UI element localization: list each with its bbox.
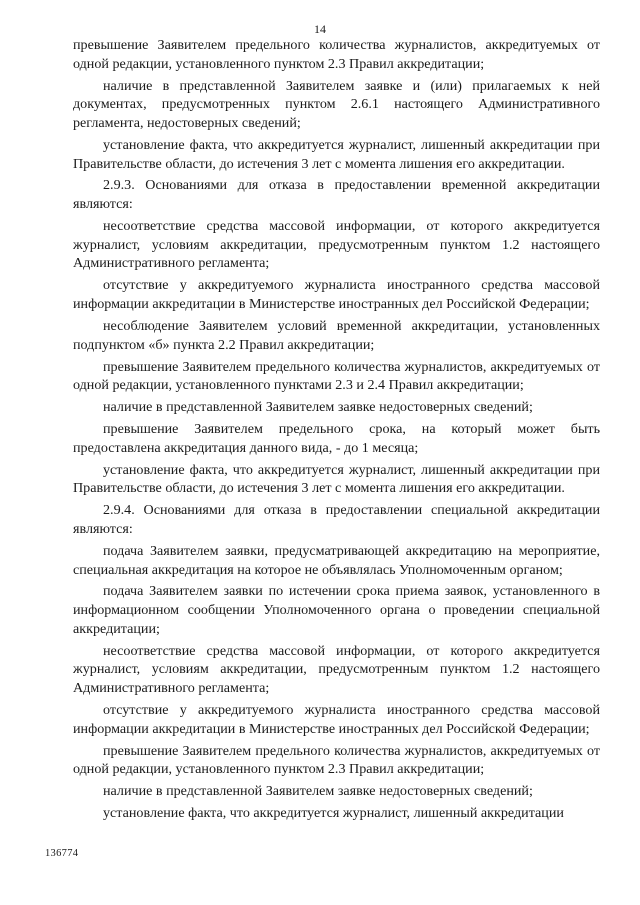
paragraph: подача Заявителем заявки, предусматривающей аккредитацию на мероприятие, специальная аккредитация на которое не объявлялась Уполномоченным органом; xyxy=(73,542,600,578)
paragraph: установление факта, что аккредитуется журналист, лишенный аккредитации при Правительстве области, до истечения 3 лет с момента лишения его аккредитации. xyxy=(73,461,600,497)
document-code: 136774 xyxy=(45,848,79,859)
paragraph: наличие в представленной Заявителем заявке недостоверных сведений; xyxy=(103,783,533,800)
paragraph: превышение Заявителем предельного количества журналистов, аккредитуемых от одной редакции, установленного пунктом 2.3 Правил аккредитации; xyxy=(73,37,600,72)
paragraph: отсутствие у аккредитуемого журналиста иностранного средства массовой информации аккредитации в Министерстве иностранных дел Российской Федерации; xyxy=(73,277,600,313)
paragraph: отсутствие у аккредитуемого журналиста иностранного средства массовой информации аккредитации в Министерстве иностранных дел Российской Федерации; xyxy=(73,702,600,737)
paragraph: несоблюдение Заявителем условий временной аккредитации, установленных подпунктом «б» пункта 2.2 Правил аккредитации; xyxy=(73,317,600,353)
paragraph: наличие в представленной Заявителем заявке и (или) прилагаемых к ней документах, предусмотренных пунктом 2.6.1 настоящего Административного регламента, недостоверных сведений; xyxy=(73,77,600,131)
paragraph: подача Заявителем заявки по истечении срока приема заявок, установленного в информационном сообщении Уполномоченного органа о проведении специальной аккредитации; xyxy=(73,583,600,637)
paragraph: превышение Заявителем предельного срока, на который может быть предоставлена аккредитация данного вида, - до 1 месяца; xyxy=(73,421,600,456)
paragraph: превышение Заявителем предельного количества журналистов, аккредитуемых от одной редакции, установленного пунктами 2.3 и 2.4 Правил аккредитации; xyxy=(73,358,600,394)
section-heading-2-9-4: 2.9.4. Основаниями для отказа в предоставлении специальной аккредитации являются: xyxy=(73,502,600,537)
paragraph: несоответствие средства массовой информации, от которого аккредитуется журналист, условиям аккредитации, предусмотренным пунктом 1.2 настоящего Административного регламента; xyxy=(73,218,600,272)
paragraph: установление факта, что аккредитуется журналист, лишенный аккредитации при Правительстве области, до истечения 3 лет с момента лишения его аккредитации. xyxy=(73,136,600,172)
paragraph: установление факта, что аккредитуется журналист, лишенный аккредитации xyxy=(103,805,564,822)
section-heading-2-9-3: 2.9.3. Основаниями для отказа в предоставлении временной аккредитации являются: xyxy=(73,177,600,213)
paragraph: наличие в представленной Заявителем заявке недостоверных сведений; xyxy=(103,399,533,416)
paragraph: превышение Заявителем предельного количества журналистов, аккредитуемых от одной редакции, установленного пунктом 2.3 Правил аккредитации; xyxy=(73,742,600,778)
document-body xyxy=(73,36,600,826)
page-number: 14 xyxy=(314,22,326,36)
paragraph: несоответствие средства массовой информации, от которого аккредитуется журналист, условиям аккредитации, предусмотренным пунктом 1.2 настоящего Административного регламента; xyxy=(73,642,600,697)
